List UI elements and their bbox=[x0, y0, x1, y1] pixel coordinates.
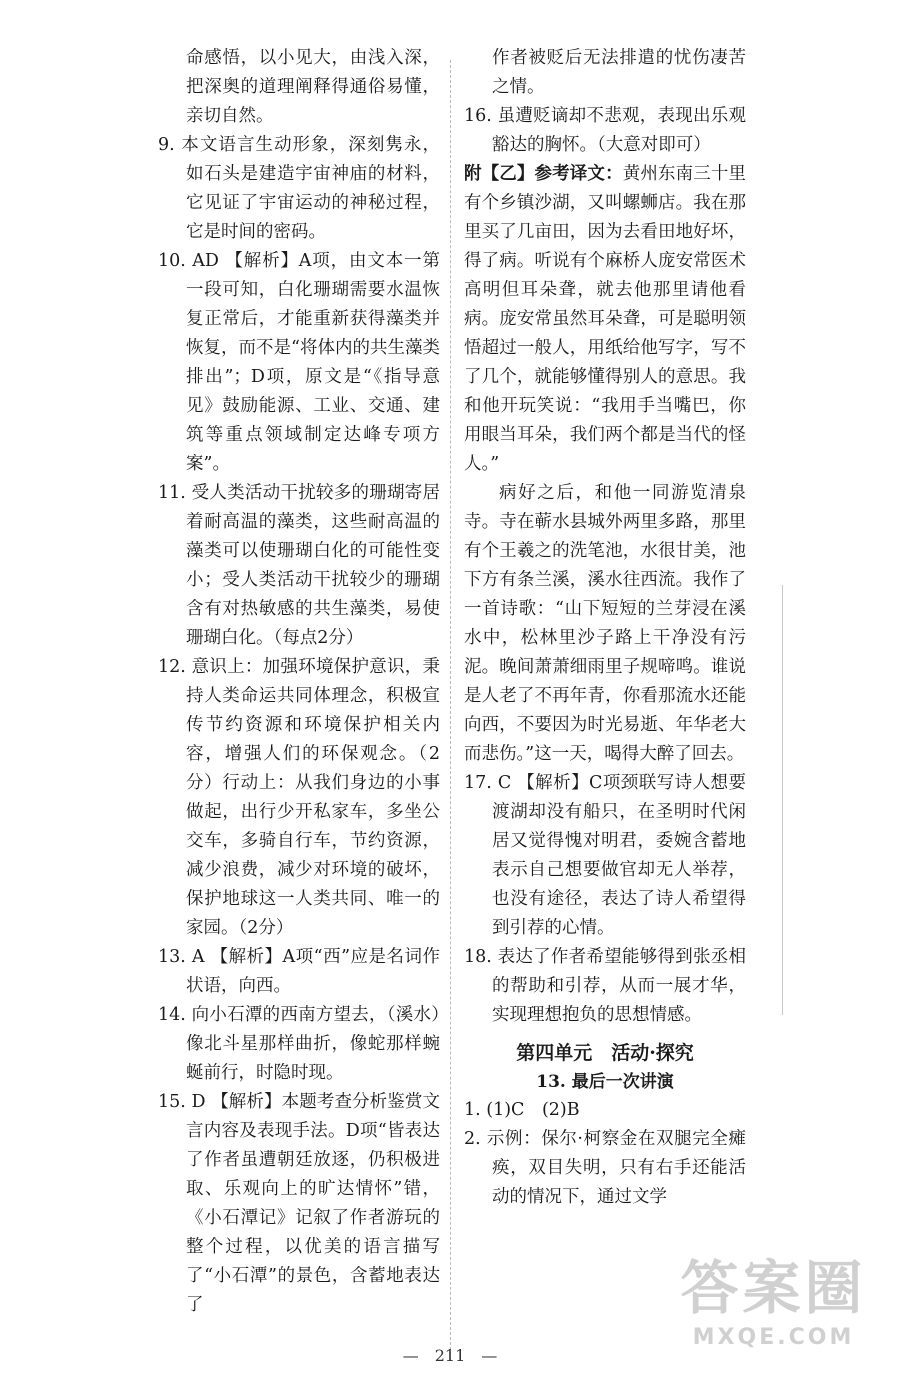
left-column bbox=[158, 44, 440, 1320]
translation-paragraph-1 bbox=[464, 160, 746, 479]
answer-item-10: 10. AD 【解析】A项，由文本一第一段可知，白化珊瑚需要水温恢复正常后，才能重新获得藻类并恢复，而不是“将体内的共生藻类排出”；D项，原文是“《指导意见》鼓励能源、工业、交通、建筑等重点领域制定达峰专项方案”。 bbox=[158, 251, 440, 474]
binding-edge-line bbox=[782, 585, 783, 1015]
answer-item-14: 14. 向小石潭的西南方望去，（溪水）像北斗星那样曲折，像蛇那样蜿蜒前行，时隐时现。 bbox=[158, 1005, 440, 1083]
answer-item-1: 1. (1)C (2)B bbox=[464, 1100, 580, 1120]
answer-item-12: 12. 意识上：加强环境保护意识，秉持人类命运共同体理念，积极宣传节约资源和环境保护相关内容，增强人们的环保观念。（2分）行动上：从我们身边的小事做起，出行少开私家车，多坐公交车，多骑自行车，节约资源，减少浪费，减少对环境的破坏，保护地球这一人类共同、唯一的家园。（2分） bbox=[158, 657, 440, 938]
watermark-text: 答案圈 bbox=[680, 1254, 867, 1322]
answer-item-15: 15. D 【解析】本题考查分析鉴赏文言内容及表现手法。D项“皆表达了作者虽遭朝廷放逐，仍积极进取、乐观向上的旷达情怀”错，《小石潭记》记叙了作者游玩的整个过程，以优美的语言描写了“小石潭”的景色，含蓄地表达了 bbox=[158, 1092, 440, 1315]
column-divider bbox=[450, 60, 451, 1360]
translation-text-1: 黄州东南三十里有个乡镇沙湖，又叫螺蛳店。我在那里买了几亩田，因为去看田地好坏，得了病。听说有个麻桥人庞安常医术高明但耳朵聋，就去他那里请他看病。庞安常虽然耳朵聋，可是聪明领悟超过一般人，用纸给他写字，写不了几个，就能够懂得别人的意思。我和他开玩笑说：“我用手当嘴巴，你用眼当耳朵，我们两个都是当代的怪人。” bbox=[464, 164, 747, 474]
translation-paragraph-2: 病好之后，和他一同游览清泉寺。寺在蕲水县城外两里多路，那里有个王羲之的洗笔池，水很甘美，池下方有条兰溪，溪水往西流。我作了一首诗歌：“山下短短的兰芽浸在溪水中，松林里沙子路上干净没有污泥。晚间萧萧细雨里子规啼鸣。谁说是人老了不再年青，你看那流水还能向西，不要因为时光易逝、年华老大而悲伤。”这一天，喝得大醉了回去。 bbox=[464, 483, 746, 764]
watermark-logo bbox=[671, 1252, 876, 1372]
answer-item-17: 17. C 【解析】C项颈联写诗人想要渡湖却没有船只，在圣明时代闲居又觉得愧对明君，委婉含蓄地表示自己想要做官却无人举荐，也没有途径，表达了诗人希望得到引荐的心情。 bbox=[464, 773, 746, 938]
answer-item-11: 11. 受人类活动干扰较多的珊瑚寄居着耐高温的藻类，这些耐高温的藻类可以使珊瑚白化的可能性变小；受人类活动干扰较少的珊瑚含有对热敏感的共生藻类，易使珊瑚白化。（每点2分） bbox=[158, 483, 440, 648]
answer-item-18: 18. 表达了作者希望能够得到张丞相的帮助和引荐，从而一展才华，实现理想抱负的思想情感。 bbox=[464, 947, 746, 1025]
page-number: — 211 — bbox=[402, 1346, 498, 1365]
answer-continuation: 命感悟，以小见大，由浅入深，把深奥的道理阐释得通俗易懂，亲切自然。 bbox=[186, 48, 440, 126]
answer-item-13: 13. A 【解析】A项“西”应是名词作状语，向西。 bbox=[158, 947, 440, 996]
answer-continuation-right: 作者被贬后无法排遣的忧伤凄苦之情。 bbox=[492, 48, 746, 97]
unit-heading: 第四单元 活动·探究 bbox=[516, 1042, 694, 1064]
right-column bbox=[464, 44, 746, 1212]
lesson-heading: 13. 最后一次讲演 bbox=[536, 1072, 674, 1092]
answer-item-2: 2. 示例：保尔·柯察金在双腿完全瘫痪，双目失明，只有右手还能活动的情况下，通过文学 bbox=[464, 1129, 746, 1207]
answer-item-16: 16. 虽遭贬谪却不悲观，表现出乐观豁达的胸怀。（大意对即可） bbox=[464, 106, 746, 155]
answer-item-9: 9. 本文语言生动形象，深刻隽永，如石头是建造宇宙神庙的材料，它见证了宇宙运动的神秘过程，它是时间的密码。 bbox=[158, 135, 440, 242]
translation-label: 附【乙】参考译文： bbox=[464, 164, 623, 184]
watermark-url: MXQE.COM bbox=[692, 1325, 855, 1350]
